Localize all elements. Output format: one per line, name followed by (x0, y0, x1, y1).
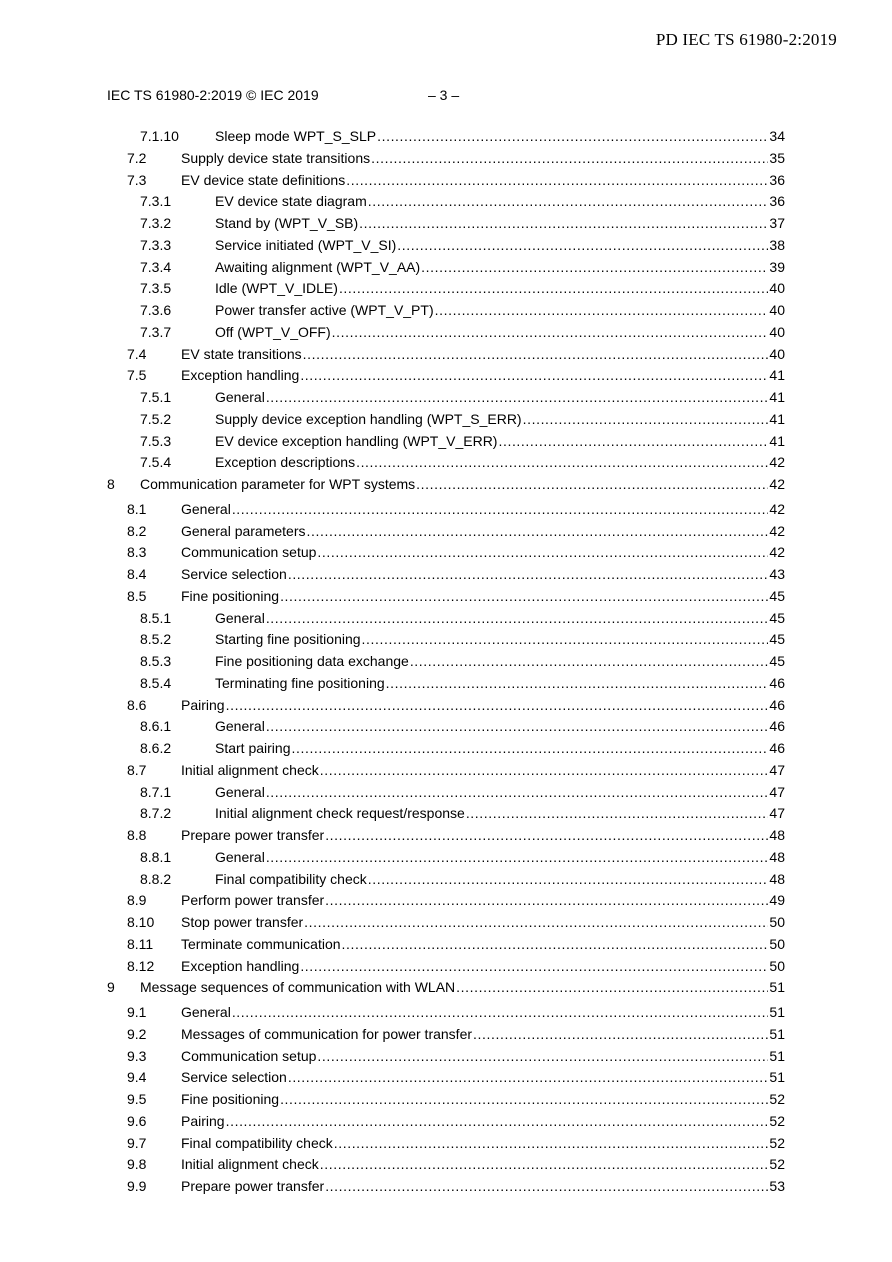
toc-entry-number: 7.5.4 (140, 454, 172, 471)
toc-entry-page: 52 (769, 1112, 785, 1129)
toc-entry-title: Supply device state transitions (181, 149, 371, 166)
toc-entry[interactable] (0, 629, 892, 649)
toc-entry-title: Prepare power transfer (181, 827, 325, 843)
toc-dot-leader (466, 803, 769, 823)
standard-copyright: IEC TS 61980-2:2019 © IEC 2019 (107, 87, 319, 103)
toc-dot-leader (232, 499, 769, 519)
toc-entry-number: 8.10 (127, 914, 155, 930)
toc-entry-page: 40 (769, 302, 785, 318)
toc-dot-leader (291, 738, 768, 758)
toc-entry-page: 48 (769, 827, 785, 843)
toc-entry-page: 38 (769, 236, 785, 253)
toc-dot-leader (339, 278, 768, 298)
toc-dot-leader (304, 912, 768, 932)
toc-entry-number: 9.3 (127, 1047, 147, 1064)
toc-entry-number: 9 (107, 979, 115, 996)
toc-entry-title: General (215, 848, 265, 865)
toc-entry-title: Fine positioning (181, 587, 280, 604)
toc-entry-number: 8.6.1 (140, 718, 172, 735)
toc-dot-leader (266, 608, 769, 628)
toc-entry-page: 51 (769, 1025, 785, 1042)
toc-entry-page: 47 (769, 805, 785, 822)
toc-entry-title: General parameters (181, 522, 306, 539)
toc-entry[interactable] (0, 608, 892, 628)
toc-dot-leader (288, 1067, 769, 1087)
toc-entry-title: Idle (WPT_V_IDLE) (215, 280, 338, 297)
toc-entry-number: 8.8 (127, 827, 147, 843)
toc-entry-page: 51 (769, 1069, 785, 1086)
toc-dot-leader (377, 126, 768, 146)
toc-entry-page: 51 (769, 979, 785, 996)
toc-entry[interactable] (0, 365, 892, 385)
toc-entry-number: 7.3.4 (140, 258, 172, 275)
toc-entry[interactable] (0, 387, 892, 407)
toc-dot-leader (362, 629, 769, 649)
toc-entry-number: 8.1 (127, 500, 147, 517)
page-header (107, 87, 460, 103)
toc-entry[interactable] (0, 782, 892, 802)
toc-entry-title: Starting fine positioning (215, 631, 361, 648)
toc-entry-page: 43 (769, 566, 785, 582)
toc-entry-page: 53 (769, 1178, 785, 1194)
toc-entry[interactable] (0, 521, 892, 541)
toc-entry-number: 7.3.3 (140, 236, 172, 253)
toc-dot-leader (307, 521, 769, 541)
toc-entry-page: 41 (769, 432, 785, 449)
toc-entry-number: 7.3.1 (140, 193, 172, 210)
toc-dot-leader (332, 322, 769, 342)
toc-dot-leader (498, 431, 768, 451)
toc-entry-number: 8.11 (127, 935, 154, 952)
toc-entry-page: 42 (769, 544, 785, 561)
toc-entry-number: 7.5 (127, 367, 147, 384)
toc-entry-number: 7.1.10 (140, 128, 179, 144)
toc-entry-page: 51 (769, 1047, 785, 1064)
toc-entry-page: 50 (769, 935, 785, 952)
toc-entry-title: General (215, 609, 265, 626)
toc-entry-title: Awaiting alignment (WPT_V_AA) (215, 258, 421, 275)
toc-entry[interactable] (0, 499, 892, 519)
toc-entry[interactable] (0, 452, 892, 472)
toc-entry[interactable] (0, 803, 892, 823)
toc-dot-leader (435, 300, 769, 320)
toc-entry-page: 46 (769, 718, 785, 735)
toc-entry[interactable] (0, 1067, 892, 1087)
toc-dot-leader (280, 586, 768, 606)
toc-entry-page: 35 (769, 149, 785, 166)
toc-dot-leader (317, 542, 768, 562)
toc-entry-page: 42 (769, 522, 785, 539)
toc-entry-title: Communication parameter for WPT systems (140, 476, 416, 492)
toc-entry-number: 7.3.2 (140, 215, 172, 231)
toc-entry-page: 48 (769, 848, 785, 865)
toc-entry-page: 49 (769, 892, 785, 909)
toc-entry-number: 7.5.3 (140, 432, 172, 449)
toc-entry-number: 7.5.2 (140, 410, 172, 427)
toc-entry-page: 37 (769, 215, 785, 231)
toc-entry-page: 41 (769, 389, 785, 405)
toc-entry-title: Stop power transfer (181, 914, 304, 930)
toc-entry[interactable] (0, 1002, 892, 1022)
toc-entry-number: 8.5 (127, 587, 147, 604)
toc-entry[interactable] (0, 716, 892, 736)
toc-entry[interactable] (0, 191, 892, 211)
toc-entry-title: Pairing (181, 1112, 225, 1129)
toc-entry-title: Service initiated (WPT_V_SI) (215, 236, 397, 253)
toc-entry-title: Initial alignment check (181, 1156, 319, 1173)
toc-entry-title: Initial alignment check request/response (215, 805, 465, 822)
toc-entry[interactable] (0, 760, 892, 780)
toc-entry-number: 9.2 (127, 1025, 147, 1042)
toc-entry[interactable] (0, 651, 892, 671)
toc-entry-title: Stand by (WPT_V_SB) (215, 215, 359, 231)
toc-entry-number: 7.3.6 (140, 302, 172, 318)
toc-entry-title: Messages of communication for power transfer (181, 1025, 473, 1042)
toc-entry[interactable] (0, 695, 892, 715)
toc-entry-title: Communication setup (181, 544, 317, 561)
toc-entry-page: 52 (769, 1134, 785, 1151)
toc-entry-number: 8.12 (127, 957, 155, 974)
toc-entry-title: Fine positioning (181, 1091, 280, 1107)
toc-dot-leader (523, 409, 769, 429)
toc-entry-title: Terminating fine positioning (215, 674, 385, 691)
toc-dot-leader (456, 977, 768, 997)
toc-entry[interactable] (0, 278, 892, 298)
toc-entry-title: EV device exception handling (WPT_V_ERR) (215, 432, 498, 449)
toc-entry[interactable] (0, 738, 892, 758)
toc-entry-page: 34 (769, 128, 785, 144)
toc-entry-page: 40 (769, 323, 785, 340)
toc-entry[interactable] (0, 825, 892, 845)
toc-entry-title: General (215, 718, 265, 735)
toc-entry[interactable] (0, 1154, 892, 1174)
toc-entry[interactable] (0, 474, 892, 494)
toc-entry-title: Supply device exception handling (WPT_S_ERR) (215, 410, 522, 427)
toc-entry-page: 41 (769, 410, 785, 427)
toc-entry-title: Power transfer active (WPT_V_PT) (215, 302, 434, 318)
toc-entry-title: Off (WPT_V_OFF) (215, 323, 331, 340)
toc-dot-leader (410, 651, 769, 671)
toc-entry-page: 42 (769, 454, 785, 471)
toc-entry-page: 47 (769, 761, 785, 778)
toc-entry[interactable] (0, 1024, 892, 1044)
toc-entry-title: Service selection (181, 1069, 287, 1086)
page-number: – 3 – (428, 87, 460, 103)
toc-entry[interactable] (0, 148, 892, 168)
toc-entry-title: Communication setup (181, 1047, 317, 1064)
toc-entry-page: 40 (769, 280, 785, 297)
toc-entry[interactable] (0, 431, 892, 451)
toc-entry[interactable] (0, 322, 892, 342)
toc-entry-title: Pairing (181, 696, 225, 713)
toc-entry-page: 42 (769, 476, 785, 492)
toc-dot-leader (280, 1089, 768, 1109)
toc-entry-page: 42 (769, 500, 785, 517)
toc-entry[interactable] (0, 1089, 892, 1109)
toc-entry-number: 9.8 (127, 1156, 147, 1173)
toc-entry-title: Exception handling (181, 367, 300, 384)
toc-entry-number: 8.8.1 (140, 848, 172, 865)
toc-entry-number: 9.6 (127, 1112, 147, 1129)
toc-entry-number: 8.5.2 (140, 631, 172, 648)
toc-dot-leader (300, 956, 768, 976)
toc-entry-title: Exception descriptions (215, 454, 356, 471)
toc-dot-leader (266, 716, 769, 736)
toc-entry[interactable] (0, 344, 892, 364)
toc-entry-page: 52 (769, 1156, 785, 1173)
toc-entry[interactable] (0, 257, 892, 277)
toc-entry-number: 8.3 (127, 544, 147, 561)
toc-entry-title: Initial alignment check (181, 761, 319, 778)
toc-entry-number: 8.7.2 (140, 805, 172, 822)
toc-entry-title: Start pairing (215, 740, 291, 756)
toc-entry-page: 46 (769, 674, 785, 691)
toc-entry-page: 45 (769, 653, 785, 669)
toc-entry-title: General (215, 389, 265, 405)
toc-entry-page: 46 (769, 740, 785, 756)
toc-dot-leader (317, 1046, 768, 1066)
toc-entry-title: EV device state diagram (215, 193, 367, 210)
toc-entry-page: 50 (769, 914, 785, 930)
toc-dot-leader (397, 235, 768, 255)
toc-entry-number: 8.6 (127, 696, 147, 713)
toc-entry-number: 8.2 (127, 522, 147, 539)
toc-entry-number: 8.5.4 (140, 674, 172, 691)
toc-entry-number: 9.1 (127, 1004, 147, 1020)
toc-entry-title: Fine positioning data exchange (215, 653, 409, 669)
toc-dot-leader (325, 890, 768, 910)
toc-entry[interactable] (0, 673, 892, 693)
toc-entry[interactable] (0, 126, 892, 146)
toc-dot-leader (266, 847, 769, 867)
toc-entry-title: Final compatibility check (181, 1134, 333, 1151)
toc-entry-page: 39 (769, 258, 785, 275)
toc-dot-leader (356, 452, 768, 472)
toc-entry-number: 8.6.2 (140, 740, 172, 756)
toc-entry-number: 9.7 (127, 1134, 147, 1151)
toc-entry-number: 8.4 (127, 566, 147, 582)
toc-dot-leader (421, 257, 768, 277)
toc-entry[interactable] (0, 977, 892, 997)
toc-entry[interactable] (0, 1111, 892, 1131)
toc-entry-number: 8.5.1 (140, 609, 172, 626)
toc-entry-number: 9.4 (127, 1069, 147, 1086)
toc-entry-title: Service selection (181, 566, 287, 582)
toc-entry-number: 9.5 (127, 1091, 147, 1107)
toc-entry[interactable] (0, 170, 892, 190)
running-header: PD IEC TS 61980-2:2019 (655, 30, 837, 49)
toc-entry-number: 8.7 (127, 761, 147, 778)
toc-entry-number: 8 (107, 476, 115, 492)
toc-entry-page: 47 (769, 783, 785, 800)
toc-dot-leader (416, 474, 768, 494)
toc-entry-page: 50 (769, 957, 785, 974)
toc-entry[interactable] (0, 890, 892, 910)
toc-entry-number: 9.9 (127, 1178, 147, 1194)
toc-entry-number: 7.3.5 (140, 280, 172, 297)
toc-dot-leader (325, 825, 768, 845)
toc-entry-page: 48 (769, 870, 785, 887)
toc-dot-leader (334, 1133, 769, 1153)
toc-dot-leader (266, 387, 769, 407)
toc-entry-page: 51 (769, 1004, 785, 1020)
toc-dot-leader (473, 1024, 768, 1044)
toc-dot-leader (359, 213, 768, 233)
toc-entry-title: Exception handling (181, 957, 300, 974)
toc-entry[interactable] (0, 542, 892, 562)
toc-dot-leader (300, 365, 768, 385)
toc-entry-page: 36 (769, 171, 785, 188)
toc-entry[interactable] (0, 300, 892, 320)
toc-dot-leader (325, 1176, 768, 1196)
toc-entry[interactable] (0, 213, 892, 233)
toc-dot-leader (371, 148, 768, 168)
toc-dot-leader (346, 170, 768, 190)
toc-entry-title: Perform power transfer (181, 892, 325, 909)
toc-entry-page: 52 (769, 1091, 785, 1107)
toc-entry-number: 7.5.1 (140, 389, 172, 405)
toc-entry-number: 7.4 (127, 345, 147, 362)
toc-entry[interactable] (0, 869, 892, 889)
toc-entry-title: General (181, 500, 231, 517)
toc-dot-leader (288, 564, 769, 584)
toc-entry[interactable] (0, 934, 892, 954)
toc-entry-number: 7.3.7 (140, 323, 172, 340)
toc-entry[interactable] (0, 586, 892, 606)
toc-entry-page: 45 (769, 609, 785, 626)
toc-dot-leader (303, 344, 769, 364)
toc-dot-leader (320, 1154, 769, 1174)
toc-dot-leader (266, 782, 769, 802)
toc-entry-title: Prepare power transfer (181, 1178, 325, 1194)
toc-entry-title: Message sequences of communication with WLAN (140, 979, 456, 996)
toc-entry[interactable] (0, 1046, 892, 1066)
toc-entry-number: 8.5.3 (140, 653, 172, 669)
toc-entry-page: 46 (769, 696, 785, 713)
toc-dot-leader (342, 934, 769, 954)
toc-entry[interactable] (0, 847, 892, 867)
toc-entry-page: 36 (769, 193, 785, 210)
toc-entry[interactable] (0, 1176, 892, 1196)
toc-entry-title: Final compatibility check (215, 870, 367, 887)
toc-entry-title: General (181, 1004, 231, 1020)
toc-entry[interactable] (0, 912, 892, 932)
toc-dot-leader (226, 1111, 769, 1131)
toc-entry-number: 8.7.1 (140, 783, 172, 800)
toc-entry[interactable] (0, 1133, 892, 1153)
toc-entry-page: 40 (769, 345, 785, 362)
toc-entry-number: 8.8.2 (140, 870, 172, 887)
toc-dot-leader (368, 869, 769, 889)
toc-dot-leader (232, 1002, 769, 1022)
toc-dot-leader (368, 191, 769, 211)
toc-entry-number: 8.9 (127, 892, 147, 909)
toc-entry[interactable] (0, 564, 892, 584)
toc-entry[interactable] (0, 956, 892, 976)
toc-entry-title: EV state transitions (181, 345, 302, 362)
toc-entry-title: EV device state definitions (181, 171, 346, 188)
toc-entry-page: 45 (769, 587, 785, 604)
toc-entry-number: 7.2 (127, 149, 147, 166)
toc-dot-leader (320, 760, 769, 780)
toc-entry-title: Sleep mode WPT_S_SLP (215, 128, 377, 144)
toc-entry-page: 45 (769, 631, 785, 648)
toc-entry-title: General (215, 783, 265, 800)
toc-entry-page: 41 (769, 367, 785, 384)
toc-entry-number: 7.3 (127, 171, 147, 188)
toc-entry[interactable] (0, 409, 892, 429)
toc-dot-leader (386, 673, 769, 693)
toc-dot-leader (226, 695, 769, 715)
toc-entry[interactable] (0, 235, 892, 255)
toc-entry-title: Terminate communication (181, 935, 341, 952)
